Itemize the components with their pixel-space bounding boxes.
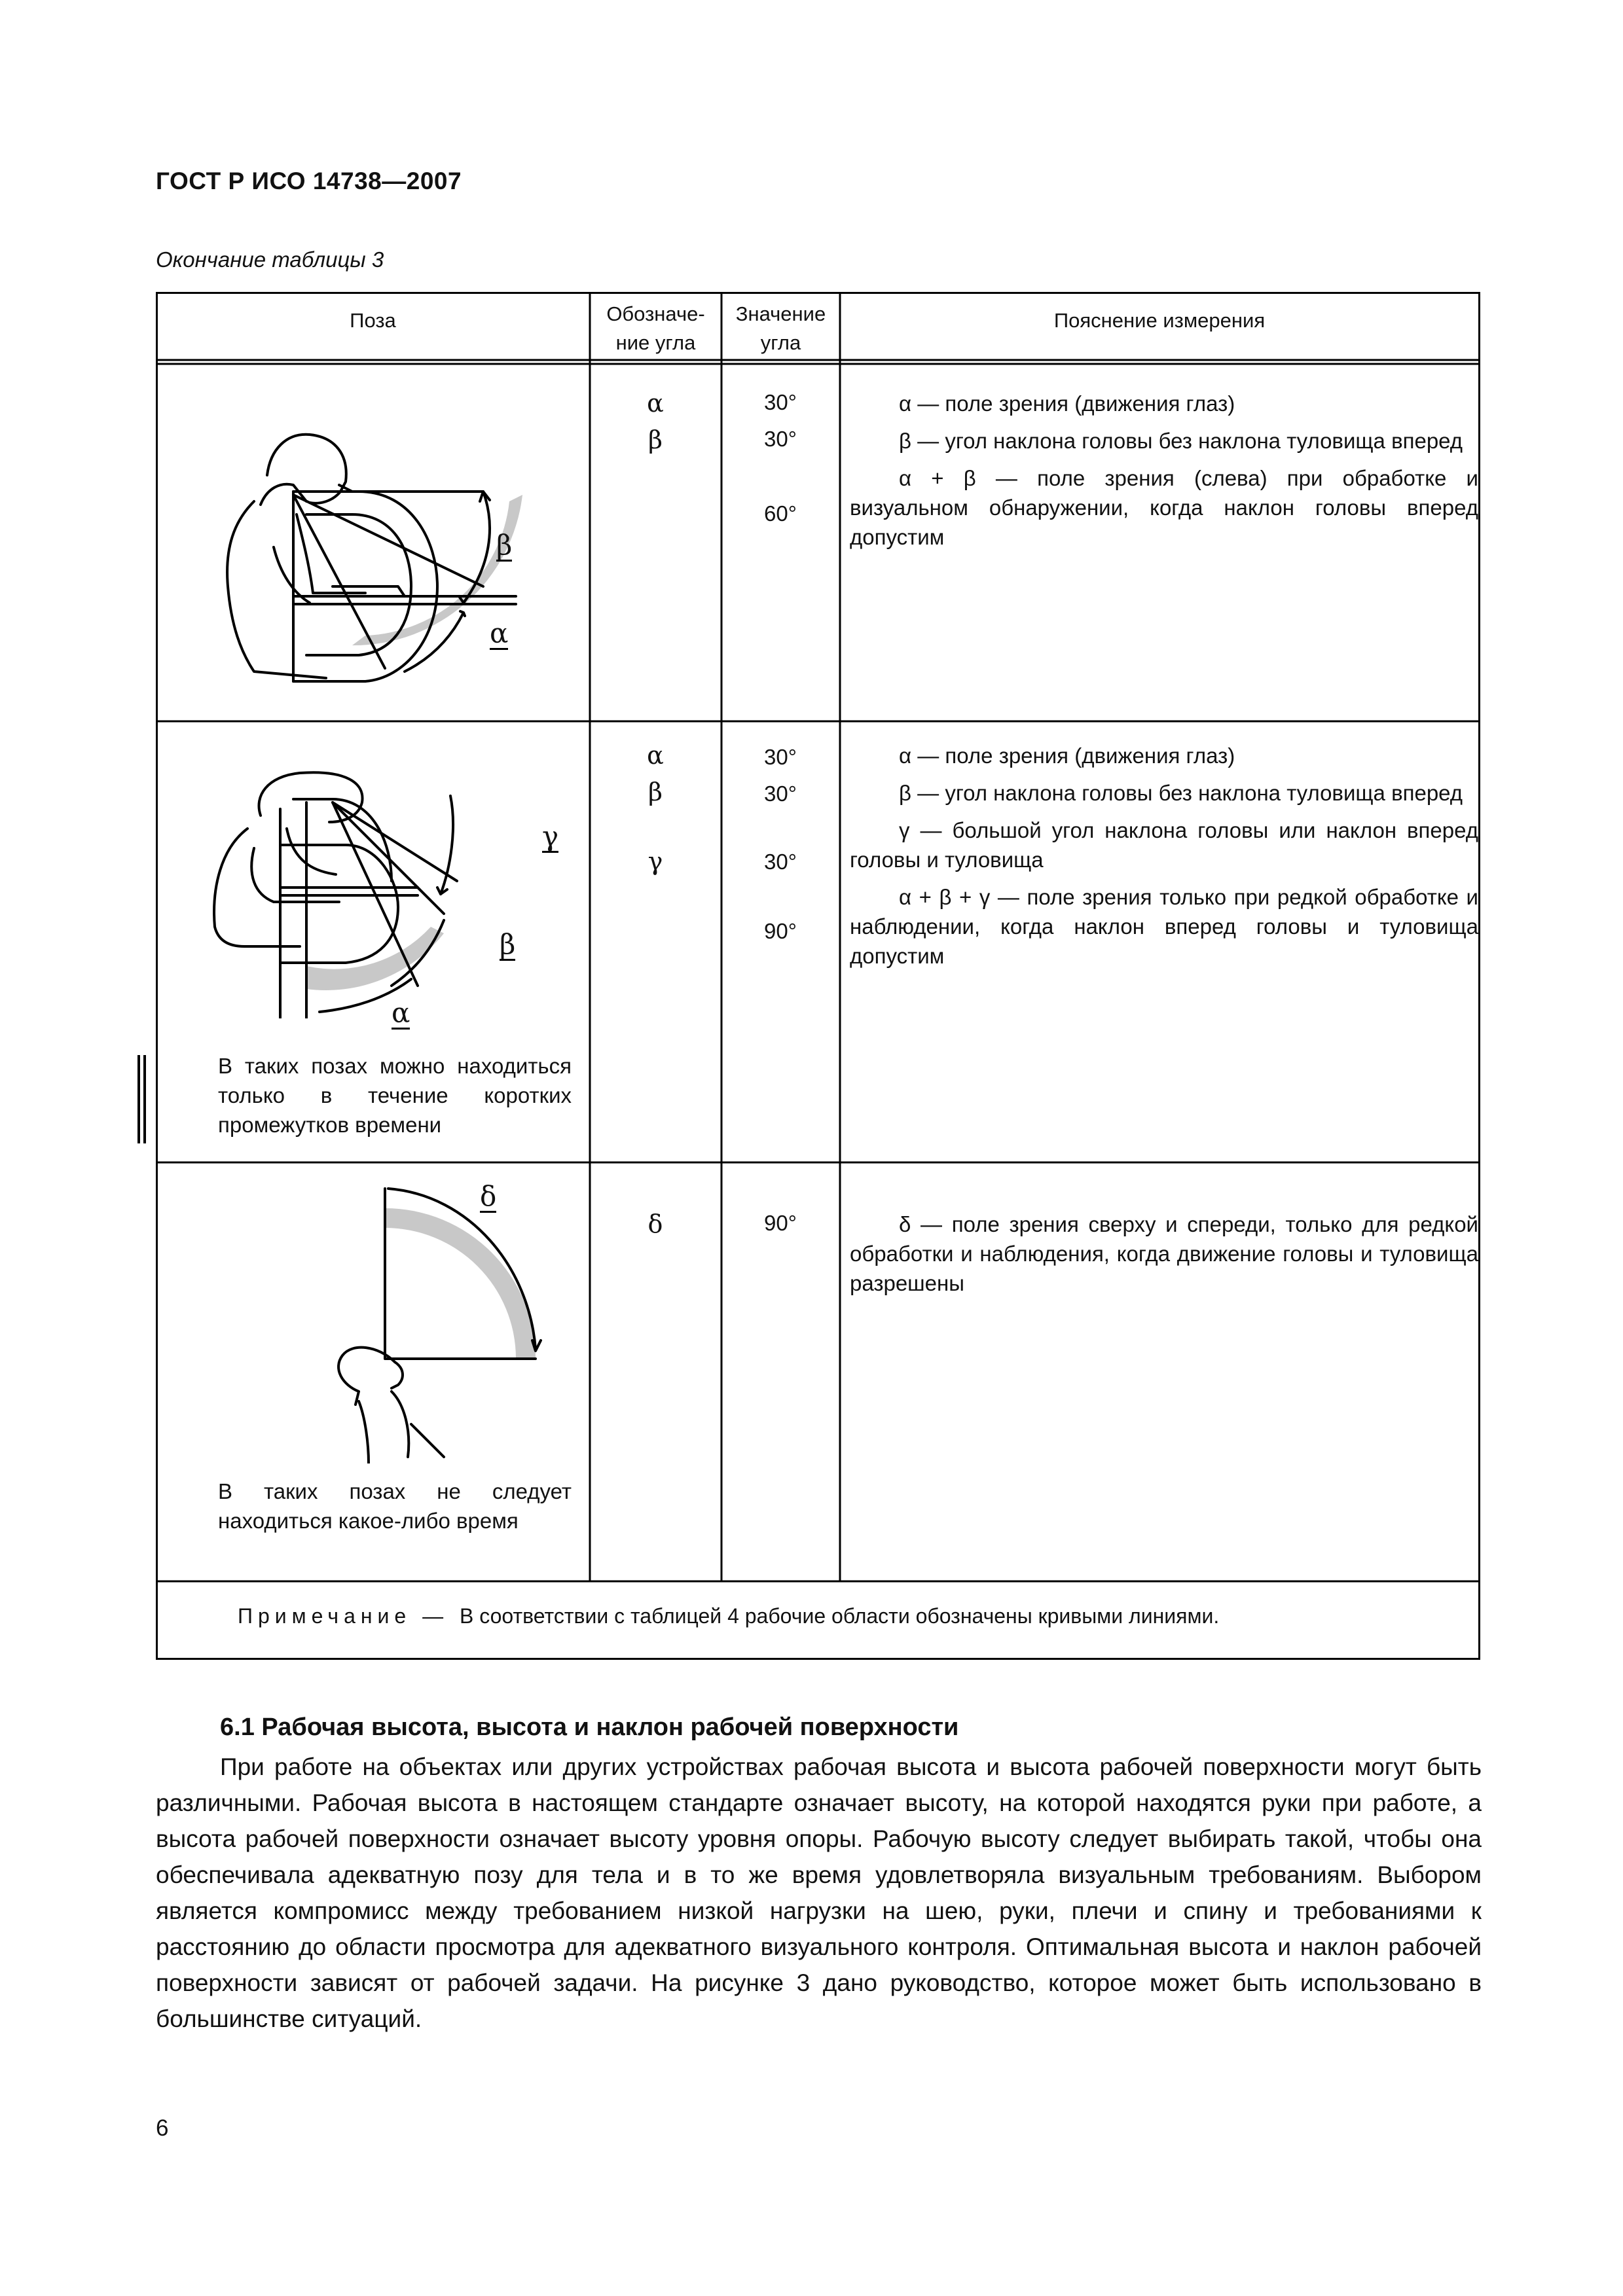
column-header-pose: Поза — [350, 309, 396, 332]
column-header-value — [721, 300, 840, 357]
row3-pose-note: В таких позах не следует находиться какое-либо время — [218, 1479, 572, 1533]
table-note — [238, 1604, 1219, 1628]
page-number: 6 — [156, 2115, 169, 2141]
row1-expl-sum: α + β — поле зрения (слева) при обработке и визуальном обнаружении, когда наклон головы вперед допустим — [850, 466, 1478, 549]
data-table — [156, 292, 1480, 1660]
row1-explanations — [850, 389, 1478, 560]
table-caption: Окончание таблицы 3 — [156, 247, 384, 272]
row3-explanations — [850, 1210, 1478, 1306]
figure-label-beta: β — [496, 529, 513, 561]
column-header-value-label: Значение угла — [735, 302, 826, 354]
row2-explanations — [850, 741, 1478, 978]
figure-looking-up-posture — [306, 1169, 581, 1463]
row2-value-gamma: 30° — [764, 850, 797, 874]
row2-value-alpha: 30° — [764, 745, 797, 769]
figure-label-beta-2: β — [500, 928, 516, 960]
row2-value-beta: 30° — [764, 781, 797, 806]
section-body — [156, 1749, 1482, 2037]
row3-value-delta: 90° — [764, 1211, 797, 1235]
row2-expl-sum: α + β + γ — поле зрения только при редкой обработке и наблюдении, когда наклон вперед головы и туловища допустим — [850, 885, 1478, 968]
row2-expl-gamma: γ — большой угол наклона головы или наклон вперед головы и туловища — [850, 818, 1478, 872]
row2-expl-alpha: α — поле зрения (движения глаз) — [899, 744, 1235, 768]
row1-symbol-alpha: α — [647, 389, 664, 418]
section-title: 6.1 Рабочая высота, высота и наклон рабочей поверхности — [220, 1713, 959, 1741]
figure-bent-posture — [182, 730, 588, 1018]
column-header-symbol — [590, 300, 721, 357]
row2-symbol-gamma: γ — [647, 847, 663, 876]
table-note-label: Примечание — — [238, 1604, 449, 1628]
document-header: ГОСТ Р ИСО 14738—2007 — [156, 168, 462, 194]
column-header-symbol-label: Обозначе- ние угла — [606, 302, 705, 354]
figure-label-gamma: γ — [542, 820, 559, 852]
figure-label-delta: δ — [480, 1180, 497, 1212]
row2-symbol-alpha: α — [647, 741, 664, 770]
row1-value-beta: 30° — [764, 427, 797, 451]
row2-expl-beta: β — угол наклона головы без наклона туловища вперед — [899, 781, 1463, 805]
row1-value-sum: 60° — [764, 501, 797, 526]
row1-value-alpha: 30° — [764, 390, 797, 414]
column-header-explanation: Пояснение измерения — [1053, 309, 1266, 332]
figure-label-alpha-2: α — [392, 997, 410, 1029]
section-paragraph: При работе на объектах или других устройствах рабочая высота и высота рабочей поверхности могут быть различными. Рабочая высота в настоящем стандарте означает высоту, на которой находятся руки при работе, а высота рабочей поверхности означает высоту уровня опоры. Рабочую высоту следует выбирать такой, чтобы она обеспечивала адекватную позу для тела и в то же время удовлетворяла визуальным требованиям. Выбором является компромисс между требованием низкой нагрузки на шею, руки, плечи и спину и требованиями к расстоянию до области просмотра для адекватного визуального контроля. Оптимальная высота и наклон рабочей поверхности зависят от рабочей задачи. На рисунке 3 дано руководство, которое может быть использовано в большинстве ситуаций. — [156, 1753, 1482, 2032]
table-note-text: В соответствии с таблицей 4 рабочие области обозначены кривыми линиями. — [460, 1604, 1220, 1628]
figure-seated-posture — [195, 377, 588, 717]
row1-expl-alpha: α — поле зрения (движения глаз) — [899, 391, 1235, 416]
row1-symbol-beta: β — [648, 425, 663, 454]
row1-expl-beta: β — угол наклона головы без наклона туловища вперед — [899, 429, 1463, 453]
row2-pose-note: В таких позах можно находиться только в течение коротких промежутков времени — [218, 1054, 572, 1137]
row2-value-sum: 90° — [764, 919, 797, 943]
change-bar — [143, 1055, 146, 1143]
figure-label-alpha: α — [490, 617, 509, 649]
change-bar — [137, 1055, 140, 1143]
row3-symbol-delta: δ — [647, 1210, 663, 1238]
row3-expl-delta: δ — поле зрения сверху и спереди, только для редкой обработки и наблюдения, когда движение головы и туловища разрешены — [850, 1212, 1478, 1295]
row2-symbol-beta: β — [648, 778, 663, 806]
